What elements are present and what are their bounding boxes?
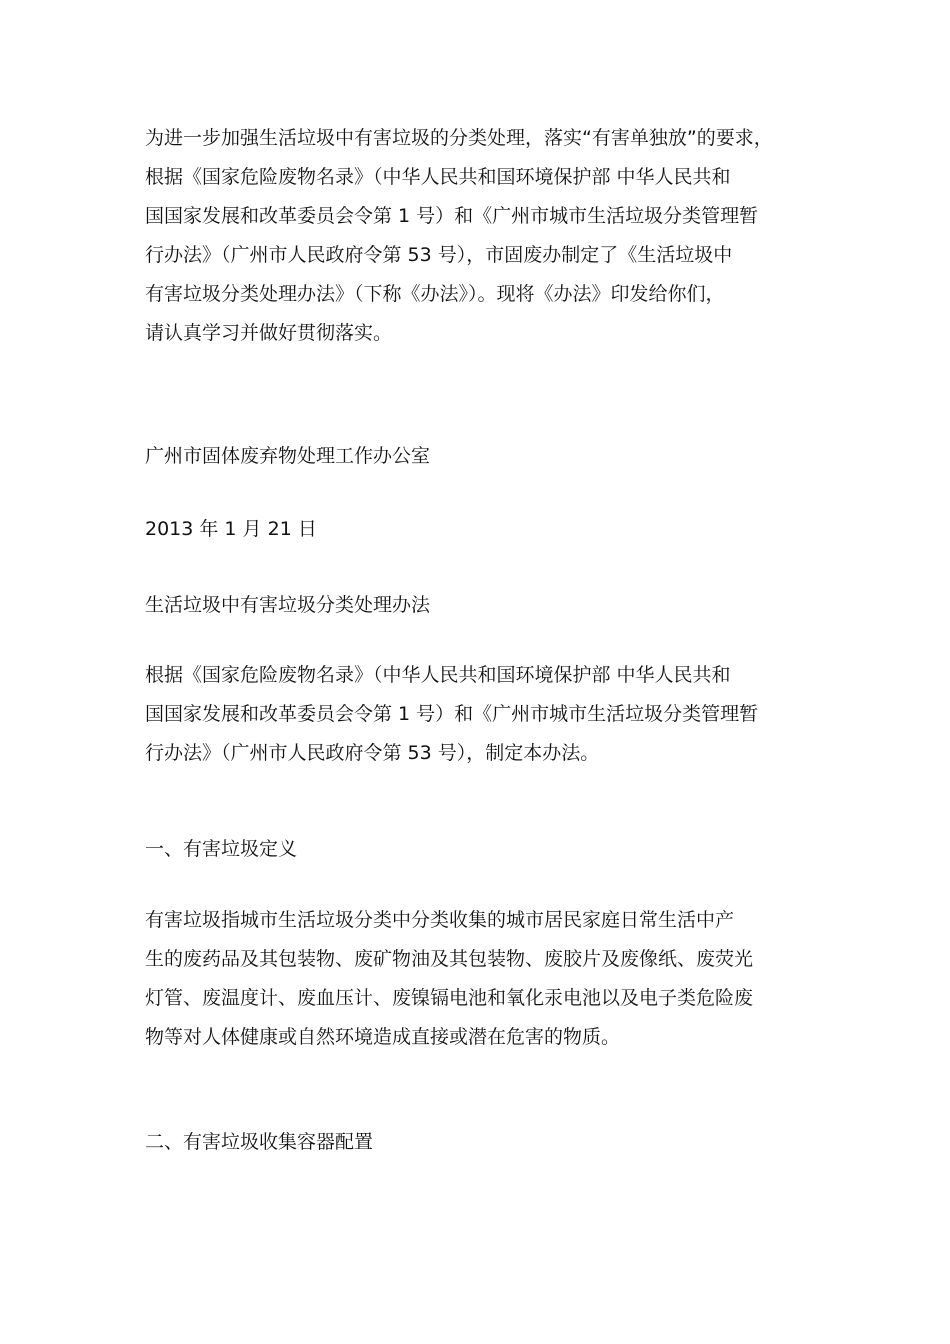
intro-paragraph	[145, 119, 815, 353]
issuer-line: 广州市固体废弃物处理工作办公室	[145, 445, 431, 467]
basis-line: 行办法》（广州市人民政府令第 53 号），制定本办法。	[145, 742, 600, 764]
measures-title: 生活垃圾中有害垃圾分类处理办法	[145, 594, 431, 616]
section2-heading: 二、有害垃圾收集容器配置	[145, 1131, 374, 1153]
intro-line: 有害垃圾分类处理办法》（下称《办法》）。现将《办法》印发给你们，	[145, 283, 725, 305]
intro-line: 国国家发展和改革委员会令第 1 号）和《广州市城市生活垃圾分类管理暂	[145, 205, 759, 227]
section1-body	[145, 901, 815, 1057]
intro-line: 请认真学习并做好贯彻落实。	[145, 322, 393, 344]
section1-heading: 一、有害垃圾定义	[145, 838, 298, 860]
basis-paragraph	[145, 656, 815, 773]
section1-line: 物等对人体健康或自然环境造成直接或潜在危害的物质。	[145, 1026, 621, 1048]
basis-line: 国国家发展和改革委员会令第 1 号）和《广州市城市生活垃圾分类管理暂	[145, 703, 759, 725]
section1-line: 灯管、废温度计、废血压计、废镍镉电池和氧化汞电池以及电子类危险废	[145, 987, 754, 1009]
intro-line: 行办法》（广州市人民政府令第 53 号），市固废办制定了《生活垃圾中	[145, 244, 733, 266]
intro-line: 为进一步加强生活垃圾中有害垃圾的分类处理，落实“有害单独放”的要求，	[145, 127, 773, 149]
section1-line: 有害垃圾指城市生活垃圾分类中分类收集的城市居民家庭日常生活中产	[145, 909, 735, 931]
section1-line: 生的废药品及其包装物、废矿物油及其包装物、废胶片及废像纸、废荧光	[145, 948, 754, 970]
issue-date: 2013 年 1 月 21 日	[145, 518, 317, 540]
intro-line: 根据《国家危险废物名录》（中华人民共和国环境保护部 中华人民共和	[145, 166, 731, 188]
basis-line: 根据《国家危险废物名录》（中华人民共和国环境保护部 中华人民共和	[145, 664, 731, 686]
